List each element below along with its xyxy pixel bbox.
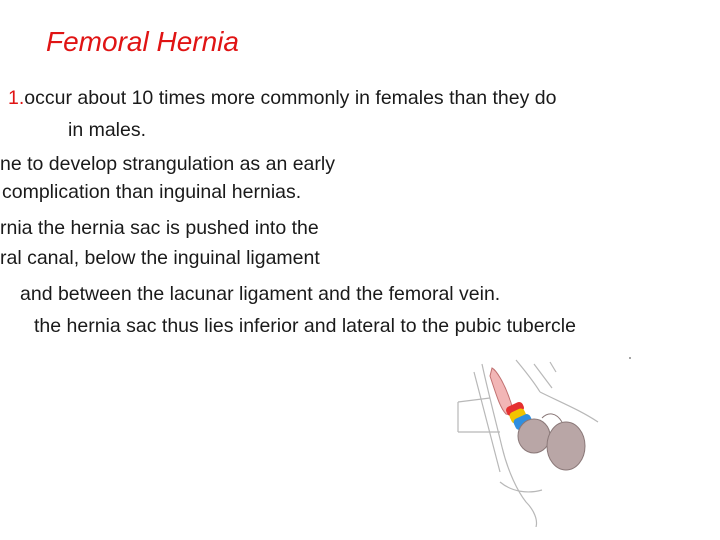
- list-number: 1.: [8, 87, 25, 109]
- text-line-1: [8, 86, 556, 110]
- hernia-sac-right: [547, 422, 585, 470]
- text-line-7: and between the lacunar ligament and the femoral vein.: [20, 283, 501, 305]
- hernia-sac-left: [518, 419, 550, 453]
- text-line-6: ral canal, below the inguinal ligament: [0, 247, 320, 269]
- text-line-2: in males.: [68, 119, 147, 141]
- text-line-4: complication than inguinal hernias.: [2, 181, 302, 203]
- femoral-hernia-illustration: [430, 352, 650, 527]
- slide-title: Femoral Hernia: [46, 26, 239, 57]
- text-line-3: ne to develop strangulation as an early: [0, 153, 335, 175]
- text-line-1-content: occur about 10 times more commonly in females than they do: [24, 87, 557, 109]
- text-line-5: rnia the hernia sac is pushed into the: [0, 217, 319, 239]
- text-line-8: the hernia sac thus lies inferior and lateral to the pubic tubercle: [34, 315, 576, 337]
